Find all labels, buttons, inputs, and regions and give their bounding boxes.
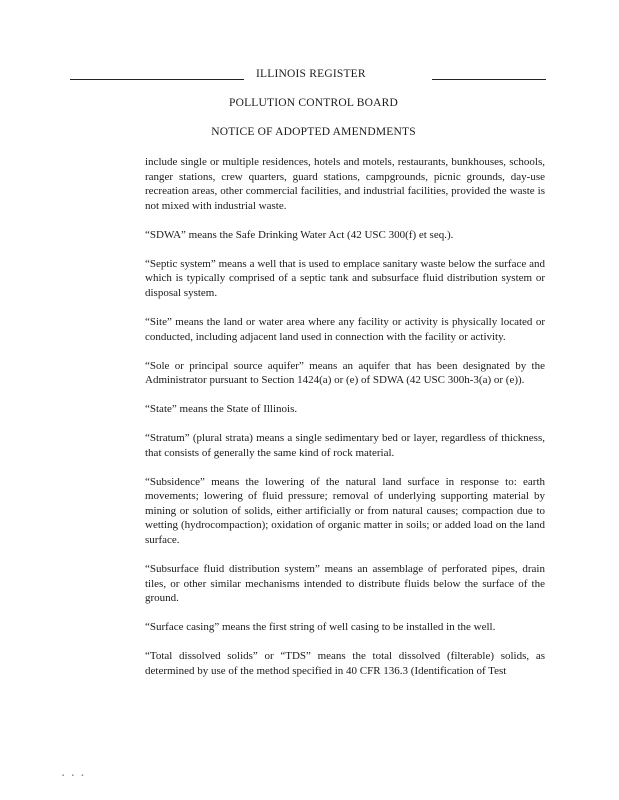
paragraph: “SDWA” means the Safe Drinking Water Act (42 USC 300(f) et seq.). xyxy=(145,228,454,241)
paragraph: “Surface casing” means the first string of well casing to be installed in the well. xyxy=(145,621,496,634)
paragraph: “Sole or principal source aquifer” means an aquifer that has been designated by the Administrator pursuant to Section 1424(a) or (e) of SDWA (42 USC 300h-3(a) or (e)). xyxy=(145,359,545,387)
scan-artifact-mark: ▪ ▪ ▪ xyxy=(62,773,87,779)
paragraph: “Site” means the land or water area where any facility or activity is physically located or conducted, including adjacent land used in connection with the facility or activity. xyxy=(145,315,545,343)
paragraph: “Subsurface fluid distribution system” means an assemblage of perforated pipes, drain tiles, or other similar mechanisms intended to distribute fluids below the surface of the ground. xyxy=(145,563,545,605)
board-name: POLLUTION CONTROL BOARD xyxy=(228,97,398,109)
paragraph: “Subsidence” means the lowering of the natural land surface in response to: earth movements; lowering of fluid pressure; removal of underlying supporting material by mining or solution of solids, either artificially or from natural causes; compaction due to wetting (hydrocompaction); oxidation of organic matter in soils; or added load on the land surface. xyxy=(145,475,545,547)
paragraph: “Septic system” means a well that is used to emplace sanitary waste below the surface and which is typically comprised of a septic tank and subsurface fluid distribution system or disposal system. xyxy=(145,257,545,299)
paragraph: include single or multiple residences, hotels and motels, restaurants, bunkhouses, schools, ranger stations, crew quarters, guard stations, campgrounds, picnic grounds, day-use recreation areas, other commercial facilities, and industrial facilities, provided the waste is not mixed with industrial waste. xyxy=(145,156,545,212)
paragraph: “Total dissolved solids” or “TDS” means the total dissolved (filterable) solids, as determined by use of the method specified in 40 CFR 136.3 (Identification of Test xyxy=(145,650,545,677)
header-rule-left xyxy=(70,79,244,80)
header-rule-right xyxy=(432,79,546,80)
paragraph: “Stratum” (plural strata) means a single sedimentary bed or layer, regardless of thickness, that consists of generally the same kind of rock material. xyxy=(145,432,545,459)
body-text xyxy=(145,155,545,693)
register-title: ILLINOIS REGISTER xyxy=(256,68,366,80)
paragraph: “State” means the State of Illinois. xyxy=(145,403,298,416)
notice-title: NOTICE OF ADOPTED AMENDMENTS xyxy=(211,126,416,138)
register-header xyxy=(70,68,546,84)
